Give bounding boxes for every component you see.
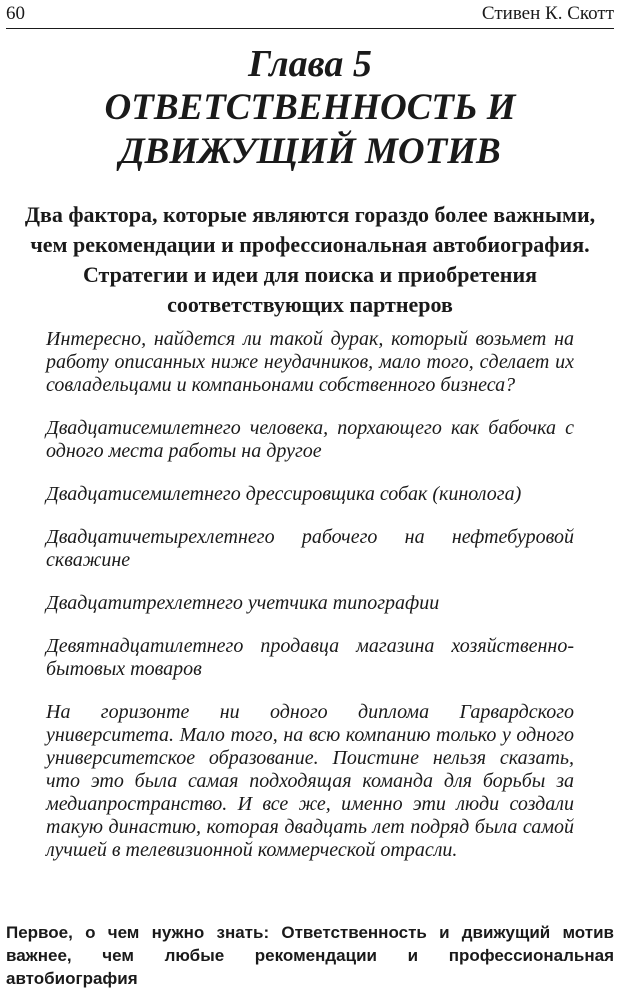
running-header: [6, 0, 614, 29]
section-heading: Первое, о чем нужно знать: Ответственность и движущий мотив важнее, чем любые рекомендации и профессиональная автобиография: [6, 923, 614, 988]
chapter-subtitle: [10, 200, 610, 320]
quote-paragraph: Двадцатисемилетнего дрессировщика собак (кинолога): [46, 483, 522, 505]
italic-quote-block: [46, 328, 574, 882]
subtitle-line-1: Два фактора, которые являются гораздо более важными,: [24, 202, 596, 227]
quote-paragraph: Двадцатичетырехлетнего рабочего на нефтебуровой скважине: [46, 526, 574, 571]
subtitle-line-3: Стратегии и идеи для поиска и приобретения: [82, 262, 538, 287]
quote-paragraph: Двадцатисемилетнего человека, порхающего как бабочка с одного места работы на другое: [46, 417, 574, 462]
quote-paragraph: Девятнадцатилетнего продавца магазина хозяйственно-бытовых товаров: [46, 635, 574, 680]
chapter-number: Глава 5: [248, 43, 372, 85]
quote-paragraph: На горизонте ни одного диплома Гарвардского университета. Мало того, на всю компанию только у одного университетское образование. Поистине нельзя сказать, что это была самая подходящая команда для борьбы за медиапространство. И все же, именно эти люди создали такую династию, которая двадцать лет подряд была самой лучшей в телевизионной коммерческой отрасли.: [46, 701, 574, 861]
quote-paragraph: Интересно, найдется ли такой дурак, который возьмет на работу описанных ниже неудачников, мало того, сделает их совладельцами и компаньонами собственного бизнеса?: [46, 328, 574, 396]
subtitle-line-2: чем рекомендации и профессиональная автобиография.: [30, 232, 590, 257]
chapter-title-line-1: ОТВЕТСТВЕННОСТЬ И: [104, 87, 516, 128]
page-number: 60: [6, 3, 25, 24]
chapter-heading: [0, 42, 620, 174]
author-name: Стивен К. Скотт: [481, 3, 614, 24]
quote-paragraph: Двадцатитрехлетнего учетчика типографии: [46, 592, 440, 614]
subtitle-line-4: соответствующих партнеров: [167, 292, 453, 317]
chapter-title-line-2: ДВИЖУЩИЙ МОТИВ: [119, 131, 501, 172]
